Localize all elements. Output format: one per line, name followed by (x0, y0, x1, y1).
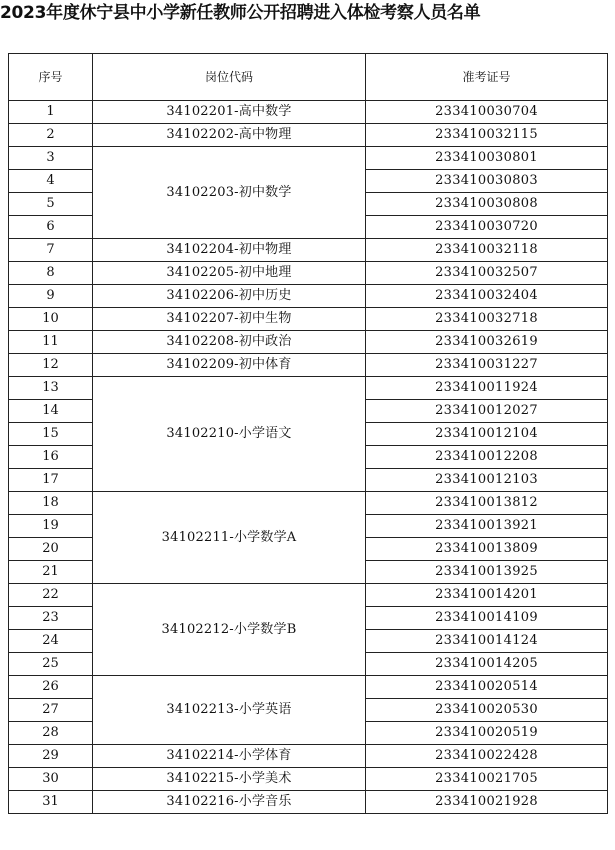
seq-cell: 18 (9, 492, 93, 515)
exam-id-cell: 233410014205 (366, 653, 608, 676)
document-title: 2023年度休宁县中小学新任教师公开招聘进入体检考察人员名单 (0, 3, 481, 23)
table-row (9, 239, 608, 262)
exam-id-cell: 233410013812 (366, 492, 608, 515)
seq-cell: 22 (9, 584, 93, 607)
table-row (9, 285, 608, 308)
header-position-code: 岗位代码 (93, 54, 366, 101)
exam-id-cell: 233410012208 (366, 446, 608, 469)
seq-cell: 3 (9, 147, 93, 170)
position-code-cell: 34102208-初中政治 (93, 331, 366, 354)
exam-id-cell: 233410030803 (366, 170, 608, 193)
exam-id-cell: 233410032118 (366, 239, 608, 262)
exam-id-cell: 233410013809 (366, 538, 608, 561)
position-code-cell: 34102211-小学数学A (93, 492, 366, 584)
exam-id-cell: 233410013921 (366, 515, 608, 538)
table-row (9, 147, 608, 170)
exam-id-cell: 233410032115 (366, 124, 608, 147)
seq-cell: 27 (9, 699, 93, 722)
position-code-cell: 34102213-小学英语 (93, 676, 366, 745)
seq-cell: 17 (9, 469, 93, 492)
exam-id-cell: 233410030801 (366, 147, 608, 170)
position-code-cell: 34102216-小学音乐 (93, 791, 366, 814)
position-code-cell: 34102209-初中体育 (93, 354, 366, 377)
position-code-cell: 34102212-小学数学B (93, 584, 366, 676)
exam-id-cell: 233410020514 (366, 676, 608, 699)
exam-id-cell: 233410032507 (366, 262, 608, 285)
position-code-cell: 34102201-高中数学 (93, 101, 366, 124)
exam-id-cell: 233410030808 (366, 193, 608, 216)
table-row (9, 354, 608, 377)
table-row (9, 584, 608, 607)
table-row (9, 101, 608, 124)
exam-id-cell: 233410032718 (366, 308, 608, 331)
exam-id-cell: 233410014201 (366, 584, 608, 607)
table-body (9, 101, 608, 814)
seq-cell: 12 (9, 354, 93, 377)
seq-cell: 10 (9, 308, 93, 331)
exam-id-cell: 233410032619 (366, 331, 608, 354)
candidate-table (8, 53, 608, 814)
seq-cell: 29 (9, 745, 93, 768)
seq-cell: 9 (9, 285, 93, 308)
exam-id-cell: 233410013925 (366, 561, 608, 584)
exam-id-cell: 233410021928 (366, 791, 608, 814)
table-row (9, 308, 608, 331)
position-code-cell: 34102207-初中生物 (93, 308, 366, 331)
position-code-cell: 34102205-初中地理 (93, 262, 366, 285)
table-row (9, 124, 608, 147)
seq-cell: 15 (9, 423, 93, 446)
exam-id-cell: 233410020519 (366, 722, 608, 745)
seq-cell: 6 (9, 216, 93, 239)
seq-cell: 21 (9, 561, 93, 584)
seq-cell: 28 (9, 722, 93, 745)
position-code-cell: 34102210-小学语文 (93, 377, 366, 492)
seq-cell: 23 (9, 607, 93, 630)
seq-cell: 25 (9, 653, 93, 676)
table-header (9, 54, 608, 101)
exam-id-cell: 233410020530 (366, 699, 608, 722)
table-row (9, 331, 608, 354)
header-seq: 序号 (9, 54, 93, 101)
table-row (9, 262, 608, 285)
exam-id-cell: 233410012104 (366, 423, 608, 446)
seq-cell: 7 (9, 239, 93, 262)
seq-cell: 20 (9, 538, 93, 561)
exam-id-cell: 233410021705 (366, 768, 608, 791)
exam-id-cell: 233410022428 (366, 745, 608, 768)
exam-id-cell: 233410012103 (366, 469, 608, 492)
position-code-cell: 34102204-初中物理 (93, 239, 366, 262)
exam-id-cell: 233410014124 (366, 630, 608, 653)
exam-id-cell: 233410011924 (366, 377, 608, 400)
header-row (9, 54, 608, 101)
seq-cell: 24 (9, 630, 93, 653)
position-code-cell: 34102203-初中数学 (93, 147, 366, 239)
seq-cell: 30 (9, 768, 93, 791)
seq-cell: 31 (9, 791, 93, 814)
exam-id-cell: 233410030720 (366, 216, 608, 239)
exam-id-cell: 233410014109 (366, 607, 608, 630)
position-code-cell: 34102206-初中历史 (93, 285, 366, 308)
seq-cell: 1 (9, 101, 93, 124)
seq-cell: 2 (9, 124, 93, 147)
table-row (9, 492, 608, 515)
seq-cell: 16 (9, 446, 93, 469)
seq-cell: 26 (9, 676, 93, 699)
seq-cell: 13 (9, 377, 93, 400)
position-code-cell: 34102202-高中物理 (93, 124, 366, 147)
table-row (9, 791, 608, 814)
header-exam-id: 准考证号 (366, 54, 608, 101)
table-row (9, 745, 608, 768)
seq-cell: 4 (9, 170, 93, 193)
seq-cell: 19 (9, 515, 93, 538)
seq-cell: 11 (9, 331, 93, 354)
table-row (9, 676, 608, 699)
position-code-cell: 34102215-小学美术 (93, 768, 366, 791)
exam-id-cell: 233410030704 (366, 101, 608, 124)
seq-cell: 5 (9, 193, 93, 216)
seq-cell: 14 (9, 400, 93, 423)
table-row (9, 768, 608, 791)
exam-id-cell: 233410032404 (366, 285, 608, 308)
table-row (9, 377, 608, 400)
exam-id-cell: 233410031227 (366, 354, 608, 377)
seq-cell: 8 (9, 262, 93, 285)
position-code-cell: 34102214-小学体育 (93, 745, 366, 768)
exam-id-cell: 233410012027 (366, 400, 608, 423)
